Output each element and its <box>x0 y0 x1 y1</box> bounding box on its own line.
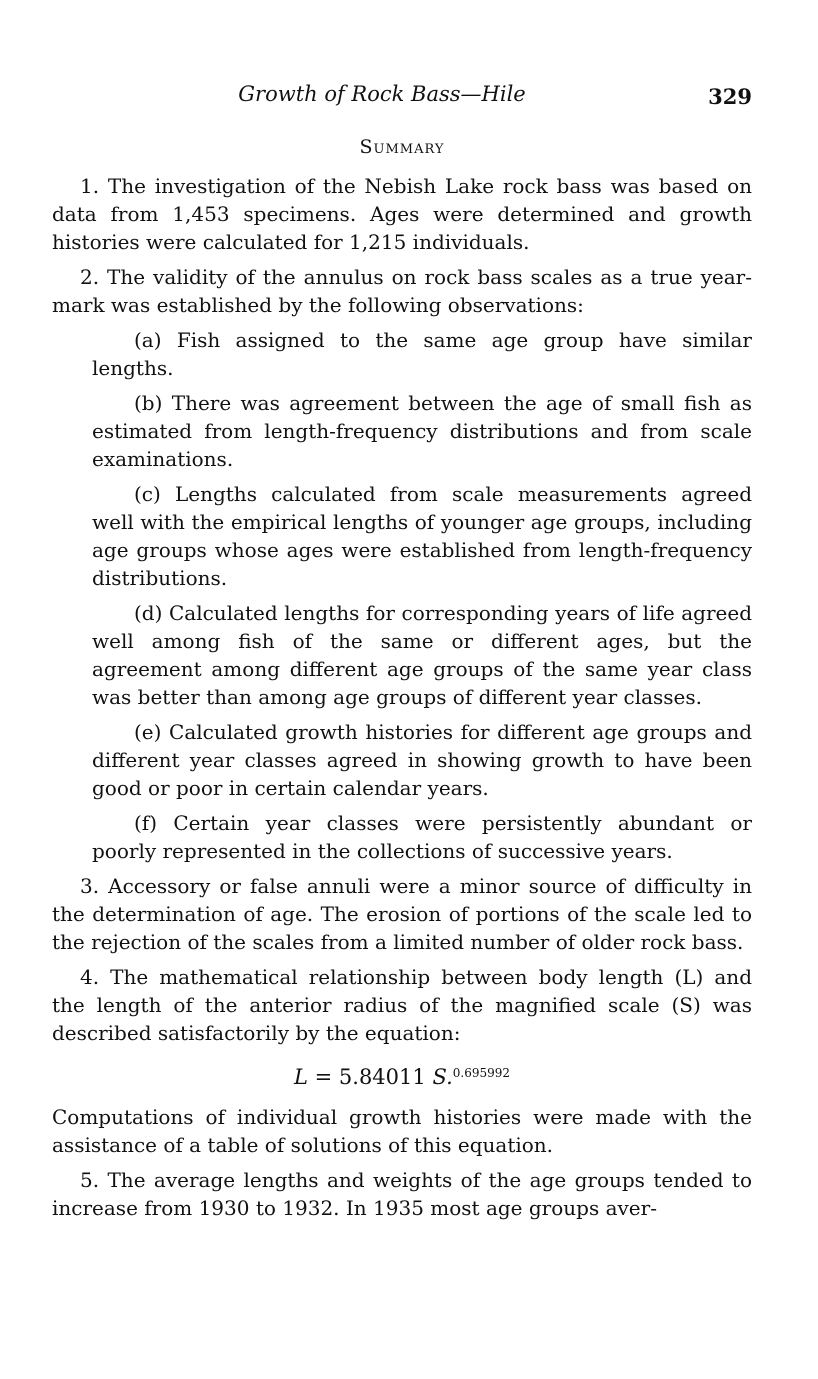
observation-d: (d) Calculated lengths for corresponding years of life agreed well among fish of the same or different ages, but the agreement among different age groups of the same year class was better than among age groups of different year classes. <box>92 601 752 709</box>
equation-equals: = <box>314 1065 333 1089</box>
observation-e: (e) Calculated growth histories for different age groups and different year classes agreed in showing growth to have been good or poor in certain calendar years. <box>92 720 752 800</box>
equation-lhs: L <box>293 1065 308 1089</box>
summary-item-4-continuation: Computations of individual growth histories were made with the assistance of a table of solutions of this equation. <box>52 1105 752 1157</box>
page <box>52 78 752 1229</box>
observation-b: (b) There was agreement between the age of small fish as estimated from length-frequency distributions and from scale examinations. <box>92 391 752 471</box>
observation-c: (c) Lengths calculated from scale measurements agreed well with the empirical lengths of younger age groups, including age groups whose ages were established from length-frequency distributions. <box>92 482 752 590</box>
length-scale-equation <box>52 1059 752 1091</box>
running-title: Growth of Rock Bass—Hile <box>238 82 526 106</box>
observation-f: (f) Certain year classes were persistently abundant or poorly represented in the collections of successive years. <box>92 811 752 863</box>
summary-item-2: 2. The validity of the annulus on rock bass scales as a true year-mark was established by the following observations: <box>52 265 752 317</box>
equation-exponent: 0.695992 <box>452 1066 511 1080</box>
summary-item-4: 4. The mathematical relationship between body length (L) and the length of the anterior radius of the magnified scale (S) was described satisfactorily by the equation: <box>52 965 752 1045</box>
equation-coefficient: 5.84011 <box>338 1065 426 1089</box>
equation-variable: S. <box>432 1065 453 1089</box>
page-number: 329 <box>708 84 752 109</box>
observation-a: (a) Fish assigned to the same age group have similar lengths. <box>92 328 752 380</box>
summary-item-3: 3. Accessory or false annuli were a minor source of difficulty in the determination of age. The erosion of portions of the scale led to the rejection of the scales from a limited number of older rock bass. <box>52 874 752 954</box>
running-head <box>52 78 752 118</box>
summary-item-5: 5. The average lengths and weights of the age groups tended to increase from 1930 to 1932. In 1935 most age groups aver- <box>52 1168 752 1220</box>
section-heading: Summary <box>359 136 445 158</box>
summary-item-1: 1. The investigation of the Nebish Lake rock bass was based on data from 1,453 specimens. Ages were determined and growth histories were calculated for 1,215 individuals. <box>52 174 752 254</box>
